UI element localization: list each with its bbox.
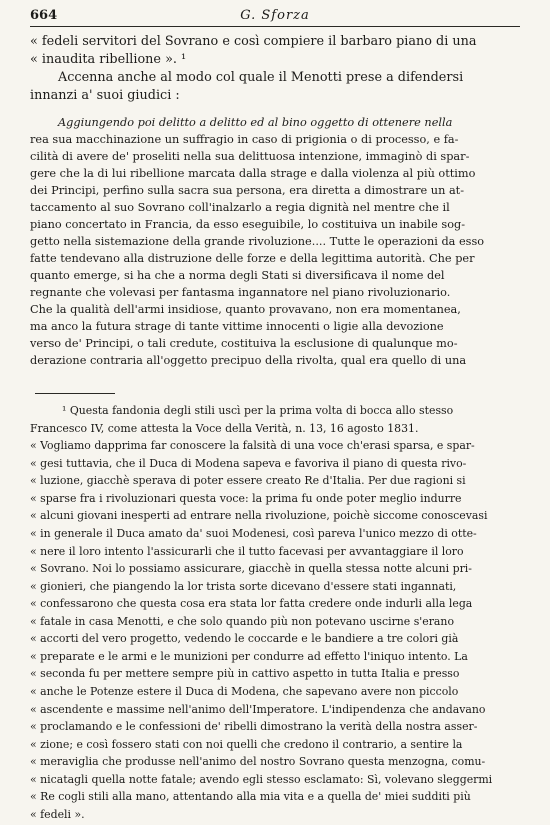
quote-line: regnante che volevasi per fantasma ingannatore nel piano rivoluzionario. [30,286,451,299]
footnote-line: « nere il loro intento l'assicurarli che il tutto facevasi per avvantaggiare il loro [30,545,464,558]
quote-line: getto nella sistemazione della grande rivoluzione.... Tutte le operazioni da esso [30,235,485,248]
footnote-line: « sparse fra i rivoluzionari questa voce: la prima fu onde poter meglio indurre [30,492,462,505]
quote-line: piano concertato in Francia, da esso eseguibile, lo costituiva un inabile sog- [30,218,466,231]
page-number: 664 [30,8,58,23]
running-head [30,6,520,27]
quote-line: derazione contraria all'oggetto precipuo della rivolta, qual era quello di una [30,354,467,367]
footnote-line: Francesco IV, come attesta la Voce della Verità, n. 13, 16 agosto 1831. [30,422,419,435]
footnote-line: « fatale in casa Menotti, e che solo quando più non potevano uscirne s'erano [30,615,455,628]
body-line: innanzi a' suoi giudici : [30,88,180,103]
footnote-line: « meraviglia che produsse nell'animo del nostro Sovrano questa menzogna, comu- [30,755,486,768]
quote-line: ma anco la futura strage di tante vittime innocenti o ligie alla devozione [30,320,444,333]
quote-line: rea sua macchinazione un suffragio in caso di prigionia o di processo, e fa- [30,133,459,146]
footnote-line: « Re cogli stili alla mano, attentando alla mia vita e a quella de' miei sudditi più [30,790,471,803]
quote-line: cilità di avere de' proseliti nella sua delittuosa intenzione, immaginò di spar- [30,150,470,163]
body-line: « fedeli servitori del Sovrano e così compiere il barbaro piano di una [30,34,477,49]
footnote-line: « zione; e così fossero stati con noi quelli che credono il contrario, a sentire la [30,738,463,751]
footnote-line: « fedeli ». [30,808,85,821]
quote-line: Aggiungendo poi delitto a delitto ed al bino oggetto di ottenere nella [58,116,453,129]
footnote-line: « gesi tuttavia, che il Duca di Modena sapeva e favoriva il piano di questa rivo- [30,457,467,470]
footnote-line: « luzione, giacchè sperava di poter essere creato Re d'Italia. Per due ragioni si [30,474,466,487]
footnote-line: « anche le Potenze estere il Duca di Modena, che sapevano avere non piccolo [30,685,459,698]
footnote-line: « gionieri, che piangendo la lor trista sorte dicevano d'essere stati ingannati, [30,580,457,593]
quote-line: taccamento al suo Sovrano coll'inalzarlo a regia dignità nel mentre che il [30,201,450,214]
footnote-line: « preparate e le armi e le munizioni per condurre ad effetto l'iniquo intento. La [30,650,468,663]
quote-line: quanto emerge, si ha che a norma degli Stati si diversificava il nome del [30,269,445,282]
body-line: « inaudita ribellione ». ¹ [30,52,187,67]
quote-line: dei Principi, perfino sulla sacra sua persona, era diretta a dimostrare un at- [30,184,465,197]
footnote-line: « in generale il Duca amato da' suoi Modenesi, così pareva l'unico mezzo di otte- [30,527,477,540]
footnote-line: « Vogliamo dapprima far conoscere la falsità di una voce ch'erasi sparsa, e spar- [30,439,475,452]
footnote-line: « Sovrano. Noi lo possiamo assicurare, giacchè in quella stessa notte alcuni pri- [30,562,472,575]
footnote-line: « confessarono che questa cosa era stata lor fatta credere onde indurli alla lega [30,597,473,610]
footnote-line: « alcuni giovani inesperti ad entrare nella rivoluzione, poichè siccome conoscevasi [30,509,488,522]
footnote-line: « ascendente e massime nell'animo dell'Imperatore. L'indipendenza che andavano [30,703,486,716]
quote-line: Che la qualità dell'armi insidiose, quanto provavano, non era momentanea, [30,303,461,316]
footnote-line: « seconda fu per mettere sempre più in cattivo aspetto in tutta Italia e presso [30,667,460,680]
running-title: G. Sforza [240,8,310,23]
footnote-line: ¹ Questa fandonia degli stili uscì per la prima volta di bocca allo stesso [62,404,454,417]
footnote-line: « accorti del vero progetto, vedendo le coccarde e le bandiere a tre colori già [30,632,459,645]
footnote-divider [35,393,115,394]
quote-line: verso de' Principi, o tali credute, costituiva la esclusione di qualunque mo- [30,337,458,350]
quote-line: gere che la di lui ribellione marcata dalla strage e dalla violenza al più ottimo [30,167,476,180]
footnote-line: « nicatagli quella notte fatale; avendo egli stesso esclamato: Sì, volevano sleggermi [30,773,493,786]
footnote-line: « proclamando e le confessioni de' ribelli dimostrano la verità della nostra asser- [30,720,478,733]
body-line: Accenna anche al modo col quale il Menotti prese a difendersi [58,70,464,85]
quote-line: fatte tendevano alla distruzione delle forze e della legittima autorità. Che per [30,252,475,265]
